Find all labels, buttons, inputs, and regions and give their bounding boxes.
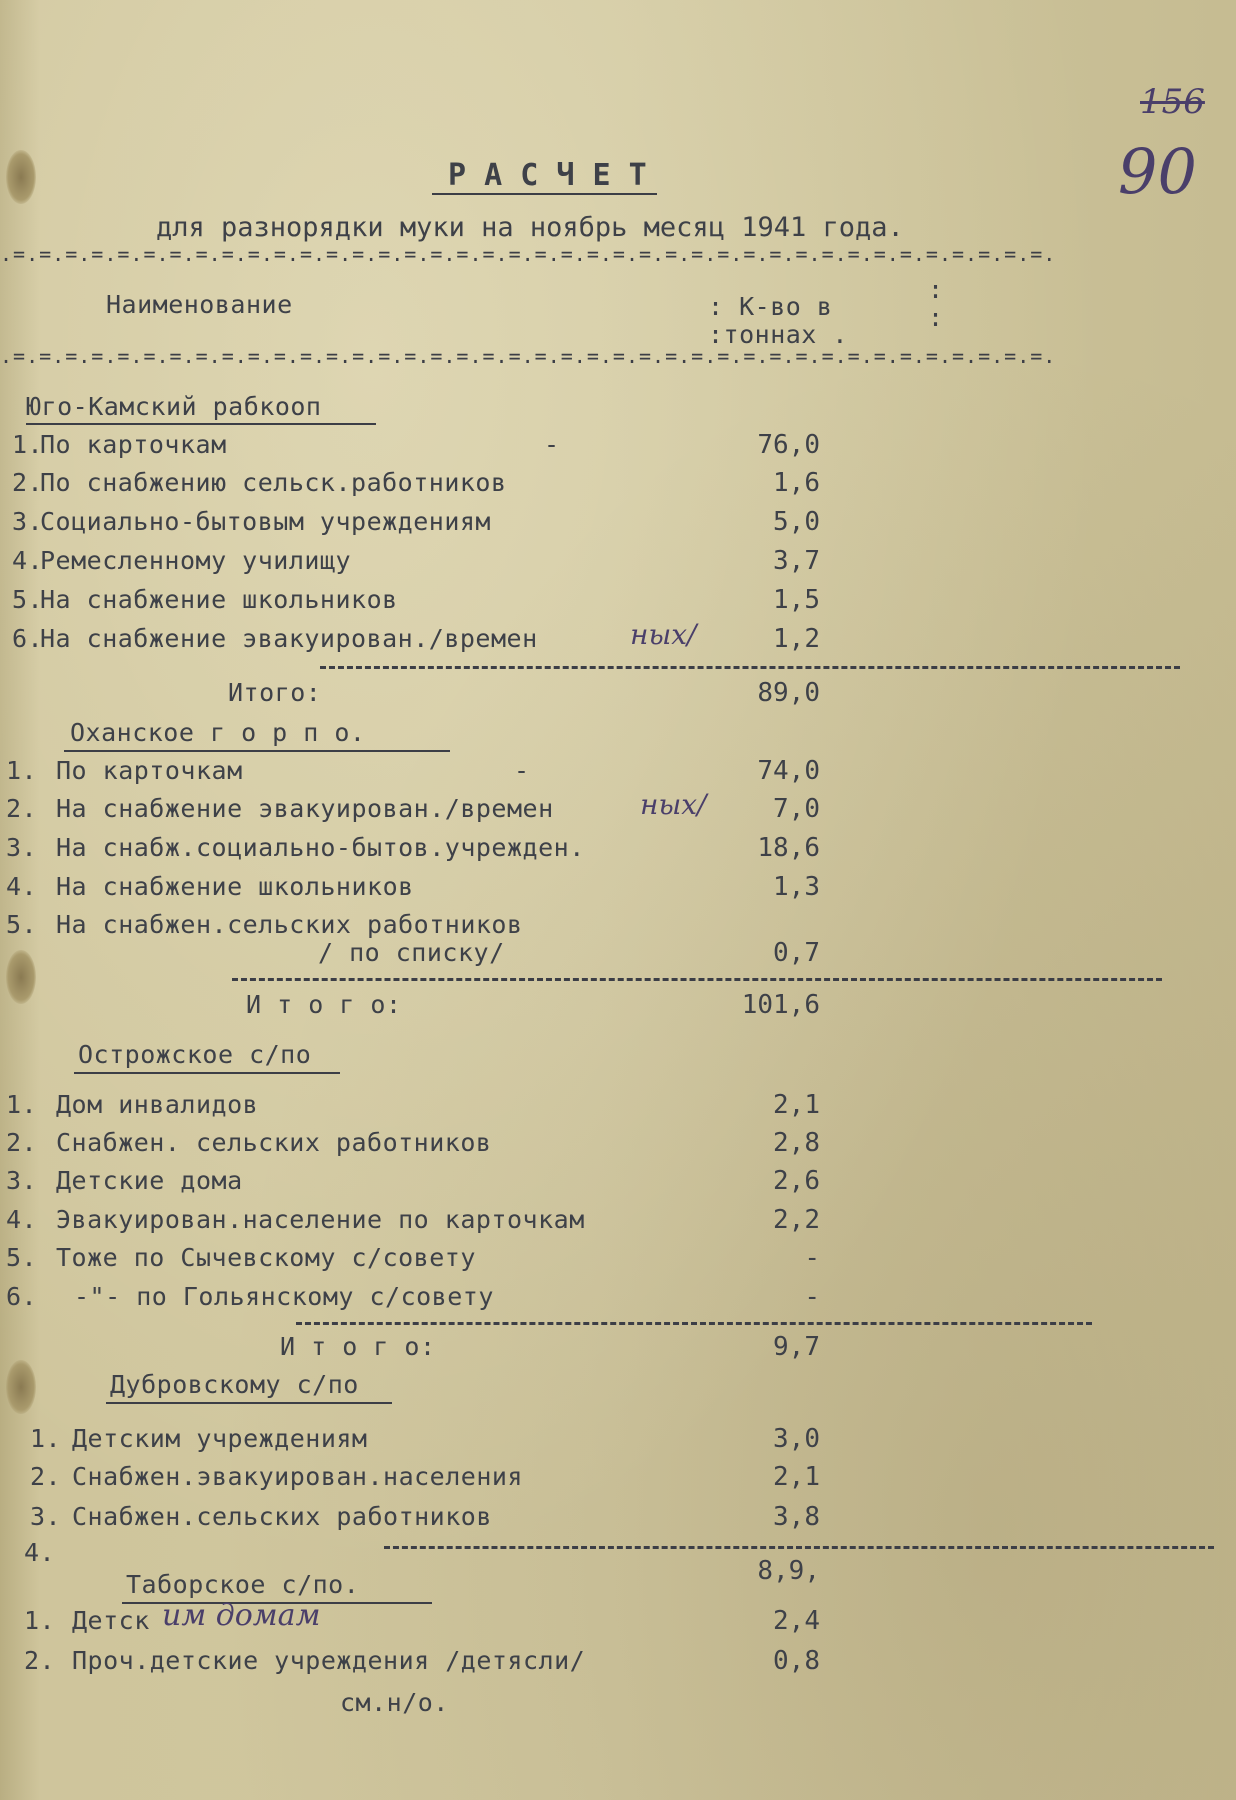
item-label-continued: / по списку/ [318, 938, 505, 967]
item-label: Детским учреждениям [72, 1424, 368, 1453]
item-value: 2,8 [773, 1128, 820, 1158]
binder-hole [6, 150, 36, 204]
section-underline [106, 1402, 392, 1404]
item-number: 4. [12, 546, 44, 575]
item-value: 3,8 [773, 1502, 820, 1532]
section-underline [64, 750, 450, 752]
section-title: Таборское с/по. [126, 1570, 360, 1599]
item-label-continued: см.н/о. [340, 1688, 449, 1717]
item-label: На снабжение школьников [40, 585, 398, 614]
item-value: 0,8 [773, 1646, 820, 1676]
section-title: Юго-Камский рабкооп [26, 392, 322, 421]
column-divider: : [928, 275, 944, 304]
section-title: Дубровскому с/по [110, 1370, 359, 1399]
item-number: 2. [12, 468, 44, 497]
item-label: На снабж.социально-бытов.учрежден. [56, 833, 585, 862]
total-value: 8,9, [757, 1556, 820, 1586]
item-label: На снабжение эвакуирован./времен [40, 624, 538, 653]
new-page-number: 90 [1118, 135, 1197, 208]
item-label: Снабжен. сельских работников [56, 1128, 492, 1157]
binder-hole [6, 1360, 36, 1414]
item-number: 2. [24, 1646, 56, 1675]
column-header-qty-unit: :тоннах . [708, 320, 848, 349]
item-number: 3. [12, 507, 44, 536]
item-value: 3,0 [773, 1424, 820, 1454]
item-value: 2,1 [773, 1090, 820, 1120]
item-value: - [804, 1243, 820, 1273]
total-label: И т о г о: [246, 990, 402, 1019]
dashed-separator [296, 1322, 1092, 1325]
section-underline [26, 423, 376, 425]
item-value: 18,6 [757, 833, 820, 863]
item-label: По карточкам [56, 756, 243, 785]
item-label: Проч.детские учреждения /детясли/ [72, 1646, 586, 1675]
section-title: Острожское с/по [78, 1040, 312, 1069]
binder-hole [6, 950, 36, 1004]
item-dash: - [544, 430, 560, 459]
item-label: Снабжен.эвакуирован.населения [72, 1462, 523, 1491]
item-label: Детск [72, 1606, 150, 1635]
item-value: 2,6 [773, 1166, 820, 1196]
item-value: 74,0 [757, 756, 820, 786]
section-underline [74, 1072, 340, 1074]
item-number: 3. [6, 833, 38, 862]
dashed-separator [384, 1546, 1214, 1549]
item-label: Снабжен.сельских работников [72, 1502, 492, 1531]
total-label: И т о г о: [280, 1332, 436, 1361]
item-value: 1,5 [773, 585, 820, 615]
handwritten-correction: ных/ [640, 788, 707, 821]
item-value: 2,4 [773, 1606, 820, 1636]
column-header-qty: : К-во в [708, 292, 833, 321]
item-value: - [804, 1282, 820, 1312]
item-number: 6. [12, 624, 44, 653]
item-number: 5. [12, 585, 44, 614]
handwritten-correction: ных/ [630, 618, 697, 651]
item-number: 2. [6, 794, 38, 823]
item-value: 1,3 [773, 872, 820, 902]
item-label: По карточкам [40, 430, 227, 459]
item-label: Социально-бытовым учреждениям [40, 507, 491, 536]
item-number: 1. [30, 1424, 62, 1453]
item-label: Дом инвалидов [56, 1090, 259, 1119]
item-number: 1. [6, 1090, 38, 1119]
item-value: 7,0 [773, 794, 820, 824]
handwritten-correction: им домам [162, 1598, 321, 1633]
page-title: Р А С Ч Е Т [448, 158, 647, 193]
column-header-name: Наименование [106, 290, 293, 319]
total-value: 9,7 [773, 1332, 820, 1362]
item-label: Ремесленному училищу [40, 546, 352, 575]
item-label: -"- по Гольянскому с/совету [74, 1282, 494, 1311]
item-value: 2,1 [773, 1462, 820, 1492]
dashed-separator [320, 666, 1180, 669]
title-underline [432, 193, 657, 195]
old-page-number: 156 [1140, 82, 1205, 122]
item-label: На снабжение школьников [56, 872, 414, 901]
item-number: 2. [30, 1462, 62, 1491]
dashed-separator [232, 978, 1162, 981]
item-label: По снабжению сельск.работников [40, 468, 507, 497]
item-label: На снабжен.сельских работников [56, 910, 523, 939]
page-subtitle: для разнорядки муки на ноябрь месяц 1941 года. [156, 212, 904, 243]
item-number: 3. [30, 1502, 62, 1531]
item-number: 5. [6, 910, 38, 939]
item-dash: - [514, 756, 530, 785]
item-label: Эвакуирован.население по карточкам [56, 1205, 585, 1234]
total-value: 89,0 [757, 678, 820, 708]
column-divider: : [928, 303, 944, 332]
total-label: Итого: [228, 678, 322, 707]
item-number: 2. [6, 1128, 38, 1157]
item-number: 6. [6, 1282, 38, 1311]
item-number: 1. [24, 1606, 56, 1635]
item-label: На снабжение эвакуирован./времен [56, 794, 554, 823]
item-value: 1,6 [773, 468, 820, 498]
item-number: 4. [24, 1538, 56, 1567]
item-value: 76,0 [757, 430, 820, 460]
item-number: 5. [6, 1243, 38, 1272]
item-value: 0,7 [773, 938, 820, 968]
item-value: 3,7 [773, 546, 820, 576]
item-number: 1. [6, 756, 38, 785]
item-value: 1,2 [773, 624, 820, 654]
section-title: Оханское г о р п о. [70, 718, 366, 747]
separator-bottom: .=.=.=.=.=.=.=.=.=.=.=.=.=.=.=.=.=.=.=.=.=.=.=.=.=.=.=.=.=.=.=.=.=.=.=.=.=.=.=.=. [0, 344, 1057, 368]
item-number: 3. [6, 1166, 38, 1195]
separator-top: .=.=.=.=.=.=.=.=.=.=.=.=.=.=.=.=.=.=.=.=.=.=.=.=.=.=.=.=.=.=.=.=.=.=.=.=.=.=.=.=. [0, 242, 1057, 266]
item-label: Детские дома [56, 1166, 243, 1195]
item-number: 4. [6, 872, 38, 901]
total-value: 101,6 [741, 990, 820, 1020]
item-number: 1. [12, 430, 44, 459]
item-number: 4. [6, 1205, 38, 1234]
item-value: 2,2 [773, 1205, 820, 1235]
item-label: Тоже по Сычевскому с/совету [56, 1243, 476, 1272]
item-value: 5,0 [773, 507, 820, 537]
